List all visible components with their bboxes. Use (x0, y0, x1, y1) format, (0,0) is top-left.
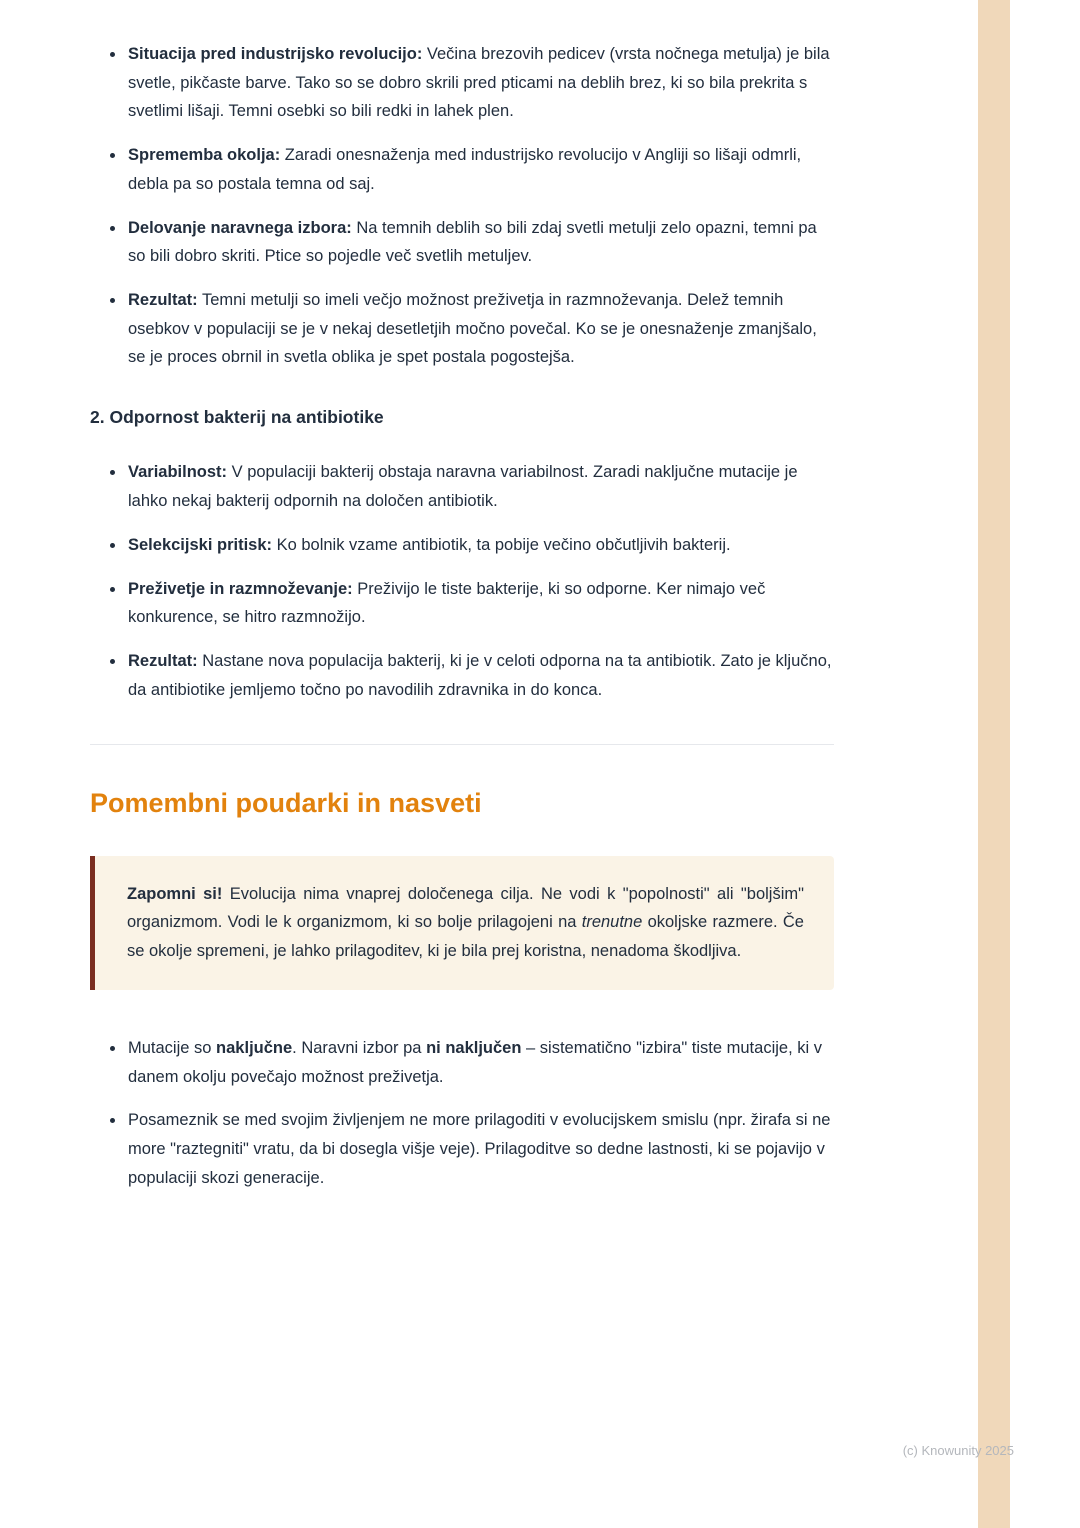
document-content (90, 40, 834, 1218)
list-item: • Rezultat: Nastane nova populacija bakterij, ki je v celoti odporna na ta antibiotik. Zato je ključno, da antibiotike jemljemo točno po navodilih zdravnika in do konca. (126, 647, 834, 704)
list-item: • Mutacije so naključne. Naravni izbor pa ni naključen – sistematično "izbira" tiste mutacije, ki v danem okolju povečajo možnost preživetja. (126, 1034, 834, 1091)
moth-example-list (90, 40, 834, 372)
list-item: • Posameznik se med svojim življenjem ne more prilagoditi v evolucijskem smislu (npr. žirafa si ne more "raztegniti" vratu, da bi dosegla višje veje). Prilagoditve so dedne lastnosti, ki se pojavijo v populaciji skozi generacije. (126, 1106, 834, 1192)
section-divider (90, 744, 834, 745)
list-item: • Variabilnost: V populaciji bakterij obstaja naravna variabilnost. Zaradi naključne mutacije je lahko nekaj bakterij odpornih na določen antibiotik. (126, 458, 834, 515)
page-edge-strip (978, 0, 1010, 1528)
list-item: • Preživetje in razmnoževanje: Preživijo le tiste bakterije, ki so odporne. Ker nimajo več konkurence, se hitro razmnožijo. (126, 575, 834, 632)
page-title: Pomembni poudarki in nasveti (90, 788, 482, 819)
remember-callout: Zapomni si! Evolucija nima vnaprej določenega cilja. Ne vodi k "popolnosti" ali "boljšim" organizmom. Vodi le k organizmom, ki so bolje prilagojeni na trenutne okoljske razmere. Če se okolje spremeni, je lahko prilagoditev, ki je bila prej koristna, nenadoma škodljiva. (90, 856, 834, 990)
list-item: • Rezultat: Temni metulji so imeli večjo možnost preživetja in razmnoževanja. Delež temnih osebkov v populaciji se je v nekaj desetletjih močno povečal. Ko se je onesnaženje zmanjšalo, se je proces obrnil in svetla oblika je spet postala pogostejša. (126, 286, 834, 372)
list-item: • Sprememba okolja: Zaradi onesnaženja med industrijsko revolucijo v Angliji so lišaji odmrli, debla pa so postala temna od saj. (126, 141, 834, 198)
footer-credit: (c) Knowunity 2025 (902, 1443, 1014, 1458)
key-points-list (90, 1034, 834, 1193)
list-item: • Situacija pred industrijsko revolucijo: Večina brezovih pedicev (vrsta nočnega metulja) je bila svetle, pikčaste barve. Tako so se dobro skrili pred pticami na deblih brez, ki so bila prekrita s svetlimi lišaji. Temni osebki so bili redki in lahek plen. (126, 40, 834, 126)
section-heading-antibiotics: 2. Odpornost bakterij na antibiotike (90, 407, 384, 428)
list-item: • Delovanje naravnega izbora: Na temnih deblih so bili zdaj svetli metulji zelo opazni, temni pa so bili dobro skriti. Ptice so pojedle več svetlih metuljev. (126, 214, 834, 271)
antibiotics-list (90, 458, 834, 704)
list-item: • Selekcijski pritisk: Ko bolnik vzame antibiotik, ta pobije večino občutljivih bakterij. (126, 531, 834, 560)
